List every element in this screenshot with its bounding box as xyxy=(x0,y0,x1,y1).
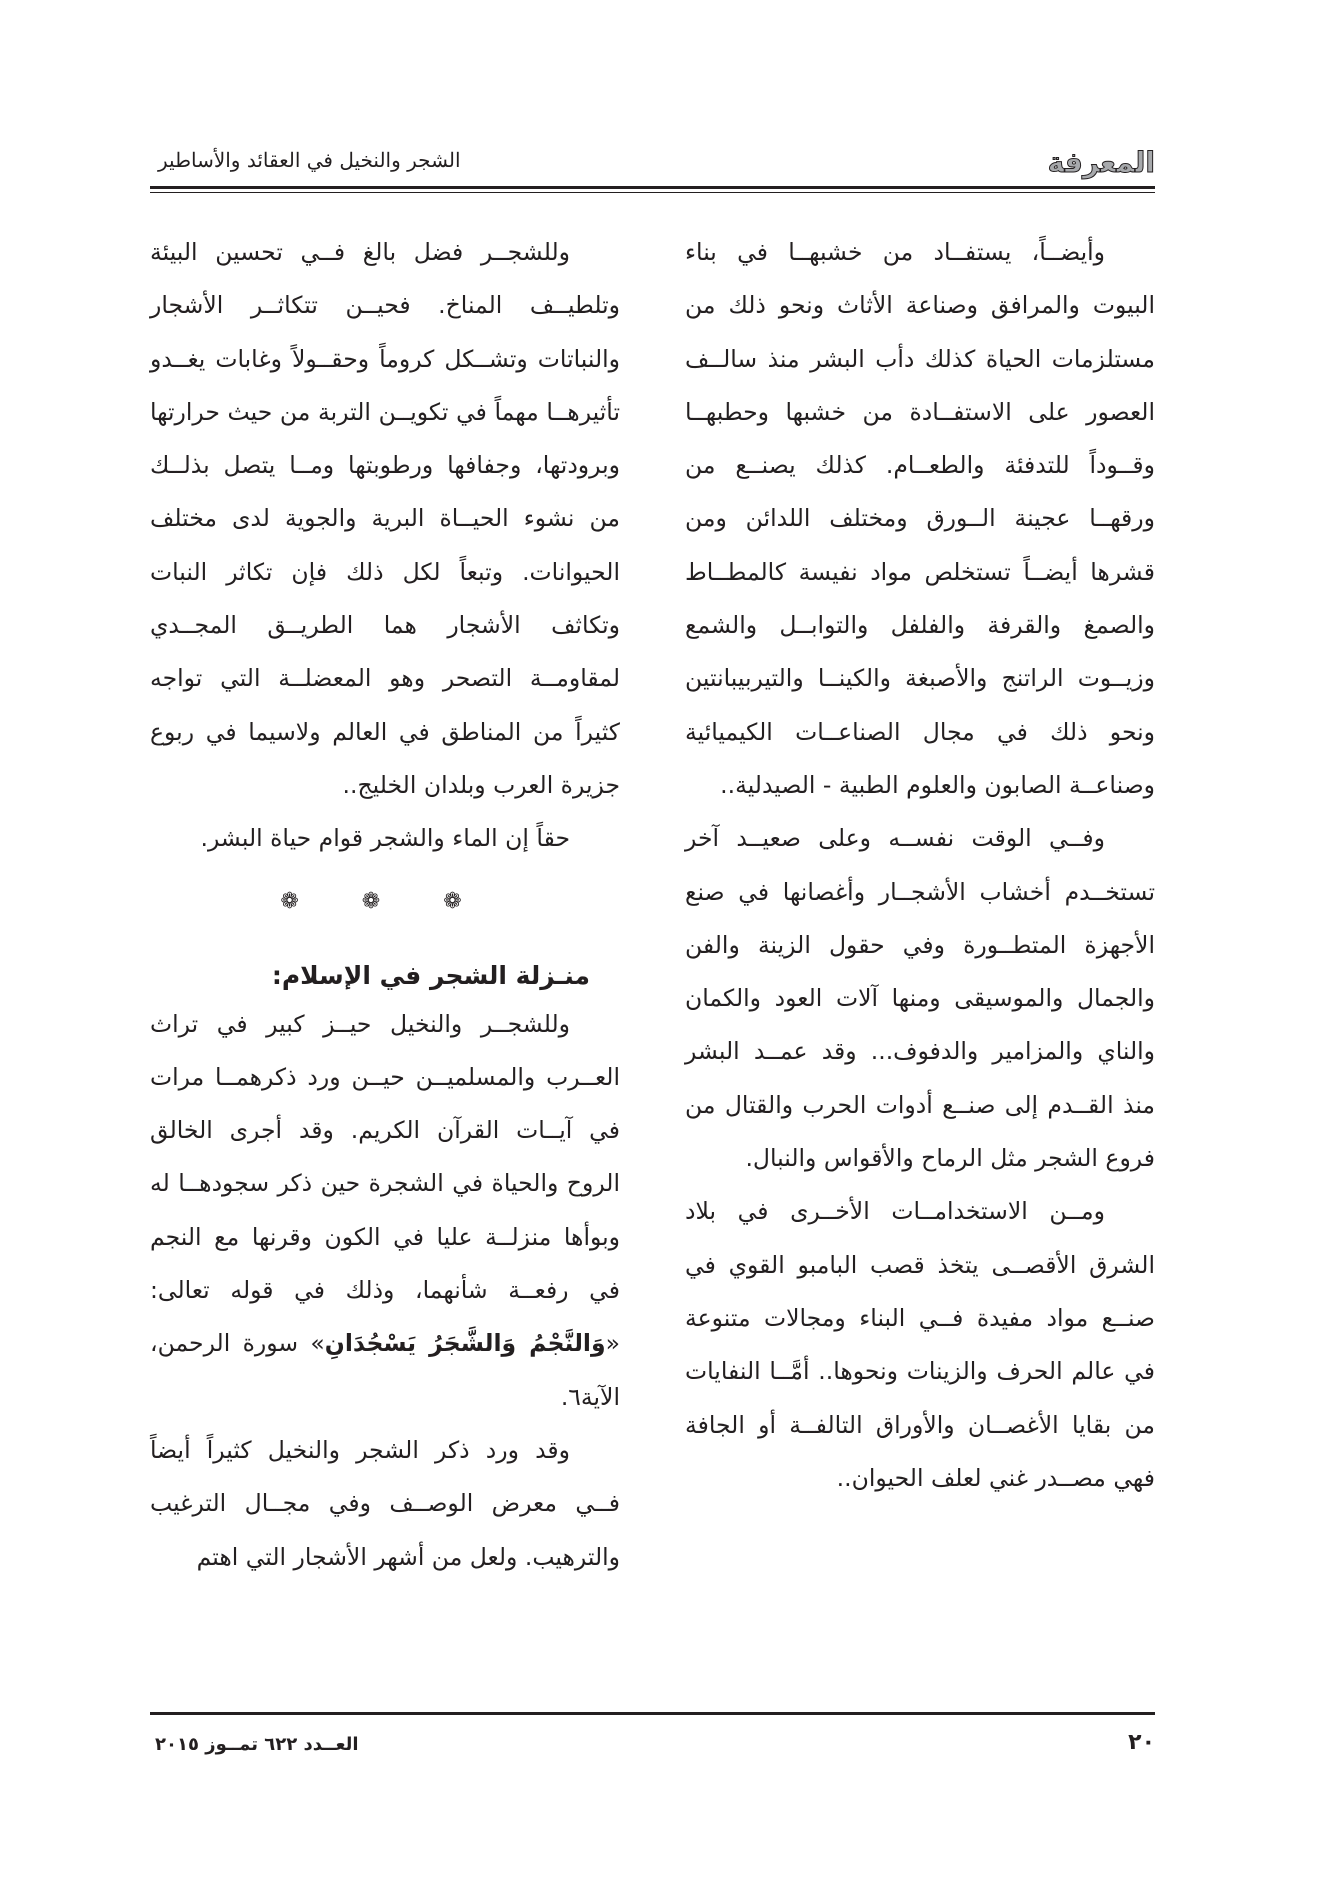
right-column xyxy=(685,226,1155,1696)
paragraph xyxy=(150,998,620,1424)
paragraph-text: وللشجــر والنخيل حيــز كبير في تراث العــرب والمسلميــن حيــن ورد ذكرهمــا مرات في آيــات القرآن الكريم. وقد أجرى الخالق الروح والحياة في الشجرة حين ذكر سجودهــا له وبوأها منزلــة عليا في الكون وقرنها مع النجم في رفعــة شأنهما، وذلك في قوله تعالى: « xyxy=(150,1009,620,1358)
header-rule-thin xyxy=(150,192,1155,193)
article-body xyxy=(150,226,1155,1696)
paragraph: وللشجــر فضل بالغ فــي تحسين البيئة وتلطيــف المناخ. فحيــن تتكاثــر الأشجار والنباتات وتشــكل كروماً وحقــولاً وغابات يغــدو تأثيرهــا مهماً في تكويــن التربة من حيث حرارتها وبرودتها، وجفافها ورطوبتها ومــا يتصل بذلــك من نشوء الحيــاة البرية والجوية لدى مختلف الحيوانات. وتبعاً لكل ذلك فإن تكاثر النبات وتكاثف الأشجار هما الطريــق المجــدي لمقاومــة التصحر وهو المعضلــة التي تواجه كثيراً من المناطق في العالم ولاسيما في ربوع جزيرة العرب وبلدان الخليج.. xyxy=(150,238,620,799)
magazine-logo: المعرفة xyxy=(1047,146,1155,179)
paragraph: وفــي الوقت نفســه وعلى صعيــد آخر تستخــدم أخشاب الأشجــار وأغصانها في صنع الأجهزة المتطــورة وفي حقول الزينة والفن والجمال والموسيقى ومنها آلات العود والكمان والناي والمزامير والدفوف... وقد عمــد البشر منذ القــدم إلى صنــع أدوات الحرب والقتال من فروع الشجر مثل الرماح والأقواس والنبال. xyxy=(685,824,1155,1173)
paragraph: ومــن الاستخدامــات الأخــرى في بلاد الشرق الأقصــى يتخذ قصب البامبو القوي في صنــع مواد مفيدة فــي البناء ومجالات متنوعة في عالم الحرف والزينات ونحوها.. أمَّــا النفايات من بقايا الأغصــان والأوراق التالفــة أو الجافة فهي مصــدر غني لعلف الحيوان.. xyxy=(685,1197,1155,1492)
page-number: ٢٠ xyxy=(1128,1730,1155,1755)
paragraph-text: » سورة الرحمن، الآية٦. xyxy=(150,1329,620,1411)
quran-verse: وَالنَّجْمُ وَالشَّجَرُ يَسْجُدَانِ xyxy=(324,1329,606,1358)
footer-rule xyxy=(150,1712,1155,1715)
paragraph: حقاً إن الماء والشجر قوام حياة البشر. xyxy=(200,824,570,853)
running-title: الشجر والنخيل في العقائد والأساطير xyxy=(158,148,461,172)
issue-info: العــدد ٦٢٢ تمــوز ٢٠١٥ xyxy=(155,1734,359,1755)
section-divider-ornament: ❁ ❁ ❁ xyxy=(280,888,490,914)
section-heading: منـزلة الشجر في الإسلام: xyxy=(271,960,590,990)
header-rule xyxy=(150,186,1155,189)
paragraph: وأيضــاً، يستفــاد من خشبهــا في بناء البيوت والمرافق وصناعة الأثاث ونحو ذلك من مستلزمات الحياة كذلك دأب البشر منذ سالــف العصور على الاستفــادة من خشبها وحطبهــا وقــوداً للتدفئة والطعــام. كذلك يصنــع من ورقهــا عجينة الــورق ومختلف اللدائن ومن قشرها أيضــاً تستخلص مواد نفيسة كالمطــاط والصمغ والقرفة والفلفل والتوابــل والشمع وزيــوت الراتنج والأصبغة والكينــا والتيربيبانتين ونحو ذلك في مجال الصناعــات الكيميائية وصناعــة الصابون والعلوم الطبية - الصيدلية.. xyxy=(685,238,1155,799)
paragraph: وقد ورد ذكر الشجر والنخيل كثيراً أيضاً فــي معرض الوصــف وفي مجــال الترغيب والترهيب. ولعل من أشهر الأشجار التي اهتم xyxy=(150,1435,620,1571)
left-column xyxy=(150,226,620,1696)
